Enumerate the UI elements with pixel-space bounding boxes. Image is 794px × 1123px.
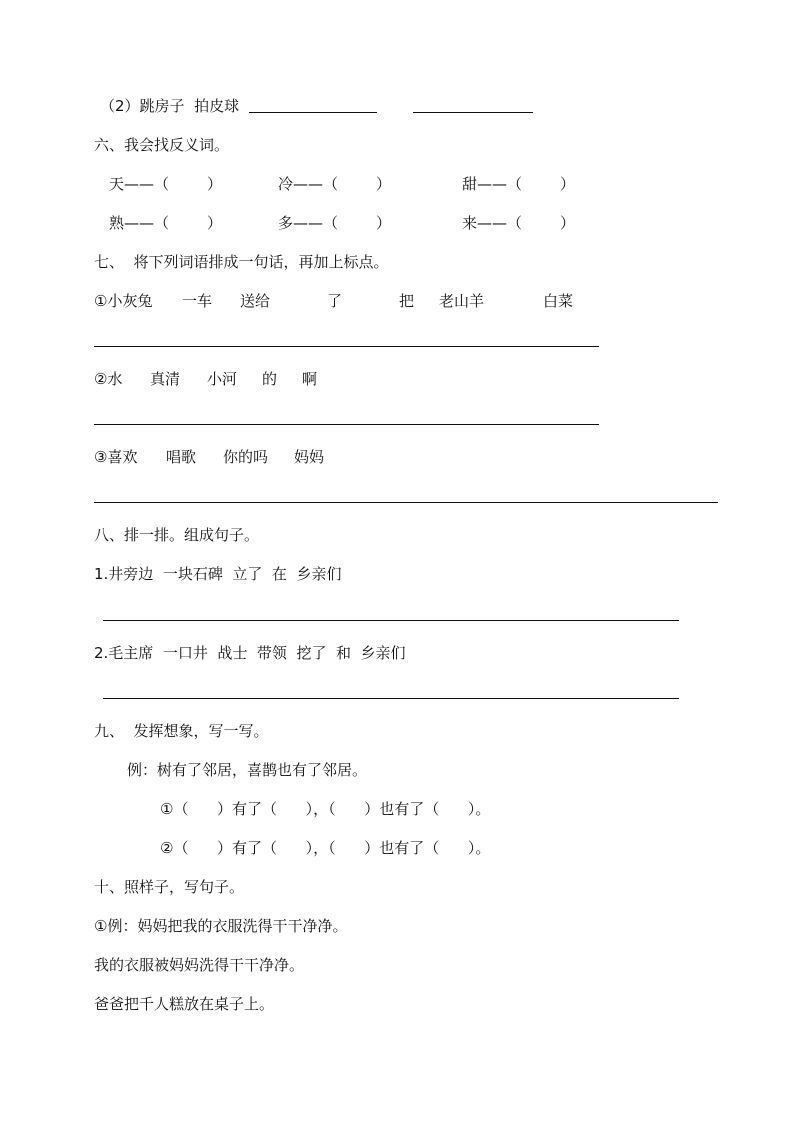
q1-word: 老山羊 <box>439 292 485 310</box>
q3-word: 妈妈 <box>294 448 325 466</box>
q1-word: 了 <box>327 292 343 310</box>
answer-line-s8-q1[interactable] <box>103 620 679 621</box>
q2-word: 小河 <box>207 370 238 388</box>
antonym-pair-4: 熟——（ ） <box>109 214 223 232</box>
antonym-pair-1: 天——（ ） <box>109 175 223 193</box>
antonym-pair-2: 冷——（ ） <box>278 175 392 193</box>
section9-line1: ①（ ）有了（ ），（ ）也有了（ ）。 <box>160 800 491 818</box>
section10-heading: 十、照样子，写句子。 <box>94 878 245 896</box>
section10-prompt: 爸爸把千人糕放在桌子上。 <box>94 995 275 1013</box>
answer-blank-1[interactable] <box>249 112 377 113</box>
section8-q1: 1.井旁边 一块石碑 立了 在 乡亲们 <box>94 565 342 583</box>
q2-word: 的 <box>262 370 278 388</box>
q2-word: ②水 <box>94 370 123 388</box>
antonym-pair-6: 来——（ ） <box>462 214 576 232</box>
section6-heading: 六、我会找反义词。 <box>94 136 230 154</box>
q1-word: 白菜 <box>543 292 574 310</box>
q2-word: 啊 <box>302 370 318 388</box>
q1-word: 送给 <box>240 292 271 310</box>
section9-example: 例：树有了邻居，喜鹊也有了邻居。 <box>127 761 368 779</box>
answer-line-s8-q2[interactable] <box>103 698 679 699</box>
q3-word: 你的吗 <box>223 448 269 466</box>
answer-line-q3[interactable] <box>94 502 718 503</box>
antonym-pair-5: 多——（ ） <box>278 214 392 232</box>
section10-example: ①例：妈妈把我的衣服洗得干干净净。 <box>94 917 348 935</box>
q1-word: 把 <box>399 292 415 310</box>
antonym-pair-3: 甜——（ ） <box>462 175 576 193</box>
section7-heading: 七、 将下列词语排成一句话，再加上标点。 <box>94 253 389 271</box>
q1-word: ①小灰兔 <box>94 292 153 310</box>
section5-item2-label: （2）跳房子 拍皮球 <box>100 97 240 115</box>
q3-word: 唱歌 <box>166 448 197 466</box>
section10-answer: 我的衣服被妈妈洗得干干净净。 <box>94 956 305 974</box>
answer-line-q1[interactable] <box>94 346 599 347</box>
answer-blank-2[interactable] <box>413 112 533 113</box>
q2-word: 真清 <box>150 370 181 388</box>
section9-heading: 九、 发挥想象，写一写。 <box>94 722 269 740</box>
q3-word: ③喜欢 <box>94 448 138 466</box>
section8-q2: 2.毛主席 一口井 战士 带领 挖了 和 乡亲们 <box>94 644 406 662</box>
section9-line2: ②（ ）有了（ ），（ ）也有了（ ）。 <box>160 839 491 857</box>
answer-line-q2[interactable] <box>94 424 599 425</box>
section8-heading: 八、排一排。组成句子。 <box>94 526 260 544</box>
q1-word: 一车 <box>182 292 213 310</box>
